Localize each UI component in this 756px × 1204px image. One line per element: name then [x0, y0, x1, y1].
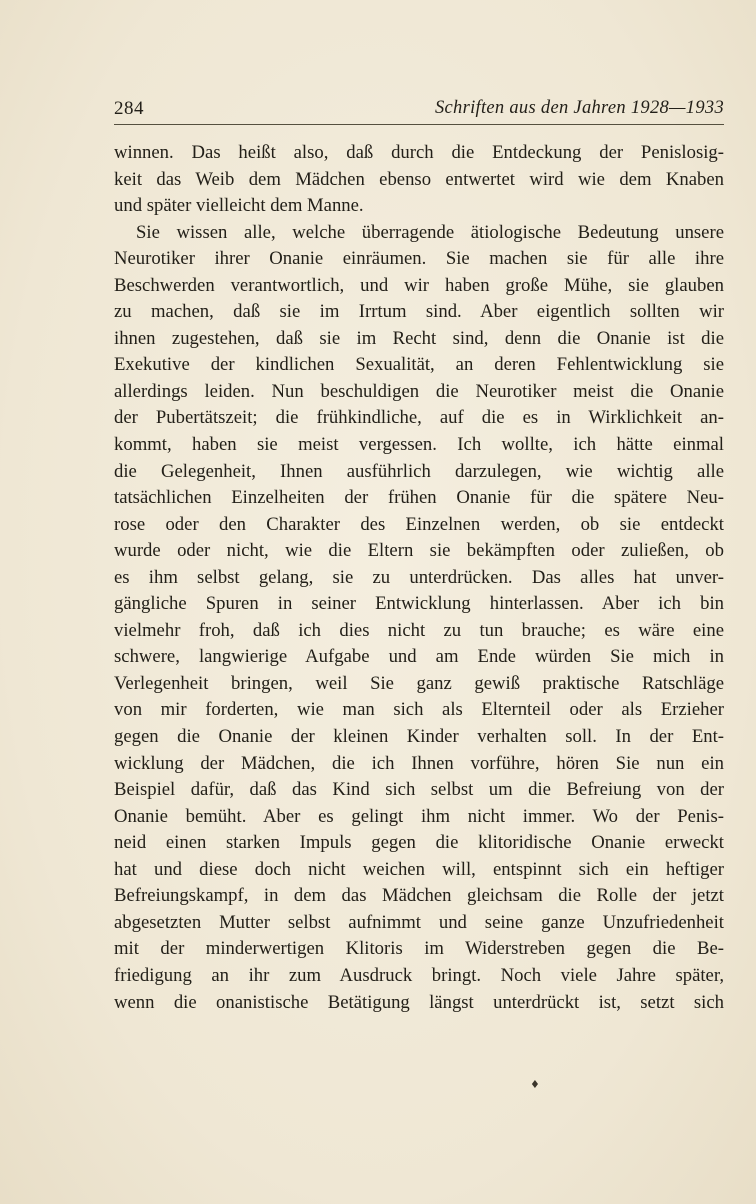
text-line: neid einen starken Impuls gegen die klitoridische Onanie erweckt: [114, 832, 724, 854]
text-line: gängliche Spuren in seiner Entwicklung hinterlassen. Aber ich bin: [114, 593, 724, 615]
text-line: Verlegenheit bringen, weil Sie ganz gewiß praktische Ratschläge: [114, 672, 724, 694]
text-line: und später vielleicht dem Manne.: [114, 195, 364, 217]
ornament-mark: ♦: [530, 1078, 540, 1091]
body-text: [114, 140, 724, 1016]
text-line: zu machen, daß sie im Irrtum sind. Aber eigentlich sollten wir: [114, 301, 724, 323]
text-line: gegen die Onanie der kleinen Kinder verhalten soll. In der Ent-: [114, 726, 724, 748]
text-line: Onanie bemüht. Aber es gelingt ihm nicht immer. Wo der Penis-: [114, 805, 724, 827]
text-line: wurde oder nicht, wie die Eltern sie bekämpften oder zuließen, ob: [114, 540, 724, 562]
text-line: friedigung an ihr zum Ausdruck bringt. Noch viele Jahre später,: [114, 964, 724, 986]
running-head: Schriften aus den Jahren 1928—1933: [434, 98, 724, 118]
text-line: Exekutive der kindlichen Sexualität, an deren Fehlentwicklung sie: [114, 354, 724, 376]
text-line: winnen. Das heißt also, daß durch die Entdeckung der Penislosig-: [114, 142, 724, 163]
text-line: es ihm selbst gelang, sie zu unterdrücken. Das alles hat unver-: [114, 566, 724, 588]
text-line: Beschwerden verantwortlich, und wir haben große Mühe, sie glauben: [114, 274, 724, 296]
page-header: [114, 98, 724, 125]
text-line: Neurotiker ihrer Onanie einräumen. Sie machen sie für alle ihre: [114, 248, 724, 270]
text-line: Sie wissen alle, welche überragende ätiologische Bedeutung unsere: [136, 221, 724, 243]
text-line: Befreiungskampf, in dem das Mädchen gleichsam die Rolle der jetzt: [114, 885, 724, 907]
text-line: abgesetzten Mutter selbst aufnimmt und seine ganze Unzufriedenheit: [114, 911, 724, 933]
text-line: mit der minderwertigen Klitoris im Widerstreben gegen die Be-: [114, 938, 724, 960]
text-line: vielmehr froh, daß ich dies nicht zu tun brauche; es wäre eine: [114, 619, 724, 641]
text-line: hat und diese doch nicht weichen will, entspinnt sich ein heftiger: [114, 858, 724, 880]
text-line: Beispiel dafür, daß das Kind sich selbst um die Befreiung von der: [114, 779, 724, 801]
text-line: allerdings leiden. Nun beschuldigen die Neurotiker meist die Onanie: [114, 380, 724, 402]
text-line: der Pubertätszeit; die frühkindliche, auf die es in Wirklichkeit an-: [114, 407, 724, 429]
page-number: 284: [114, 98, 144, 119]
text-line: keit das Weib dem Mädchen ebenso entwertet wird wie dem Knaben: [114, 168, 724, 190]
text-line: kommt, haben sie meist vergessen. Ich wollte, ich hätte einmal: [114, 434, 724, 456]
text-line: wenn die onanistische Betätigung längst unterdrückt ist, setzt sich: [114, 991, 724, 1013]
text-line: schwere, langwierige Aufgabe und am Ende würden Sie mich in: [114, 646, 724, 668]
text-line: wicklung der Mädchen, die ich Ihnen vorführe, hören Sie nun ein: [114, 752, 724, 774]
text-line: von mir forderten, wie man sich als Elternteil oder als Erzieher: [114, 699, 724, 721]
text-line: ihnen zugestehen, daß sie im Recht sind, denn die Onanie ist die: [114, 327, 724, 349]
text-line: rose oder den Charakter des Einzelnen werden, ob sie entdeckt: [114, 513, 724, 535]
text-line: tatsächlichen Einzelheiten der frühen Onanie für die spätere Neu-: [114, 487, 724, 509]
text-line: die Gelegenheit, Ihnen ausführlich darzulegen, wie wichtig alle: [114, 460, 724, 482]
